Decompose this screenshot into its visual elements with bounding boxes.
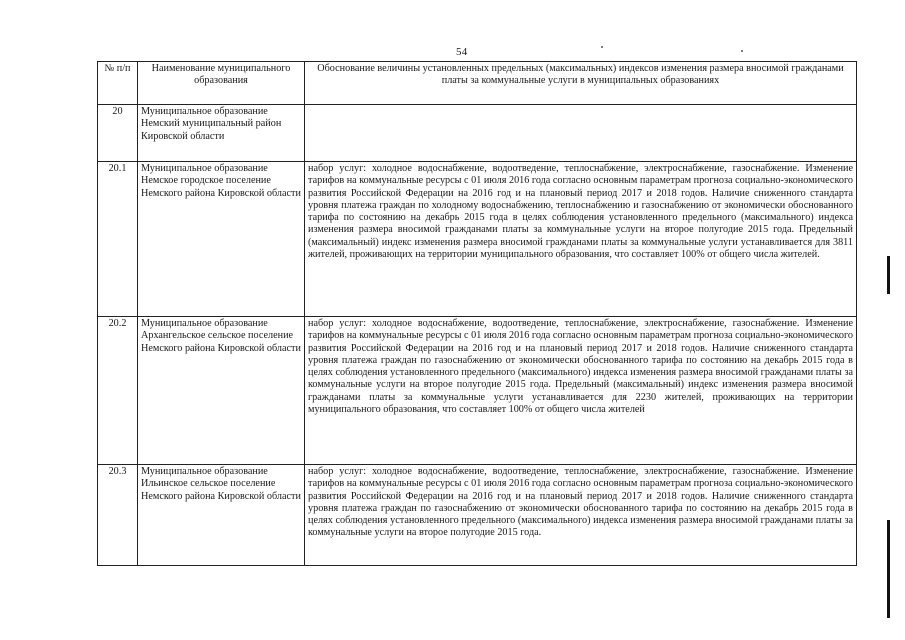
table-row — [98, 105, 857, 162]
table-row — [98, 162, 857, 317]
header-justification: Обоснование величины установленных предельных (максимальных) индексов изменения размера вносимой гражданами платы за коммунальные услуги в муниципальных образованиях — [305, 62, 857, 105]
municipality-name: Муниципальное образование Немский муниципальный район Кировской области — [138, 105, 305, 162]
row-number: 20.3 — [98, 465, 138, 566]
table-row — [98, 465, 857, 566]
justification-text: набор услуг: холодное водоснабжение, водоотведение, теплоснабжение, электроснабжение, газоснабжение. Изменение тарифов на коммунальные ресурсы с 01 июля 2016 года согласно основным параметрам прогноза социально-экономического развития Российской Федерации на 2016 год и на плановый период 2017 и 2018 годов. Наличие сниженного стандарта уровня платежа граждан по холодному водоснабжению, теплоснабжению и газоснабжению от экономически обоснованного тарифа по состоянию на декабрь 2015 года в целях соблюдения установленного предельного (максимального) индекса изменения размера вносимой гражданами платы за коммунальные услуги на второе полугодие 2015 года. Предельный (максимальный) индекс изменения размера вносимой гражданами платы за коммунальные услуги устанавливается для 3811 жителей, проживающих на территории муниципального образования, что составляет 100% от общего числа жителей. — [305, 162, 857, 317]
municipality-name: Муниципальное образование Архангельское сельское поселение Немского района Кировской области — [138, 317, 305, 465]
justification-text: набор услуг: холодное водоснабжение, водоотведение, теплоснабжение, электроснабжение, газоснабжение. Изменение тарифов на коммунальные ресурсы с 01 июля 2016 года согласно основным параметрам прогноза социально-экономического развития Российской Федерации на 2016 год и на плановый период 2017 и 2018 годов. Наличие сниженного стандарта уровня платежа граждан по газоснабжению от экономически обоснованного тарифа по состоянию на декабрь 2015 года в целях соблюдения установленного предельного (максимального) индекса изменения размера вносимой гражданами платы за коммунальные услуги на второе полугодие 2015 года. Предельный (максимальный) индекс изменения размера вносимой гражданами платы за коммунальные услуги устанавливается для 2230 жителей, проживающих на территории муниципального образования, что составляет 100% от общего числа жителей — [305, 317, 857, 465]
scan-speck — [741, 50, 743, 52]
row-number: 20 — [98, 105, 138, 162]
scan-speck — [601, 46, 603, 48]
row-number: 20.2 — [98, 317, 138, 465]
header-number: № п/п — [98, 62, 138, 105]
page-number: 54 — [456, 46, 468, 58]
justification-text: набор услуг: холодное водоснабжение, водоотведение, теплоснабжение, электроснабжение, газоснабжение. Изменение тарифов на коммунальные ресурсы с 01 июля 2016 года согласно основным параметрам прогноза социально-экономического развития Российской Федерации на 2016 год и на плановый период 2017 и 2018 годов. Наличие сниженного стандарта уровня платежа граждан по газоснабжению от экономически обоснованного тарифа по состоянию на декабрь 2015 года в целях соблюдения установленного предельного (максимального) индекса изменения размера вносимой гражданами платы за коммунальные услуги на второе полугодие 2015 года. — [305, 465, 857, 566]
table-header-row — [98, 62, 857, 105]
table-row — [98, 317, 857, 465]
municipality-name: Муниципальное образование Ильинское сельское поселение Немского района Кировской области — [138, 465, 305, 566]
scan-edge-mark — [887, 520, 890, 618]
tariff-index-table — [97, 61, 857, 566]
header-municipality: Наименование муниципального образования — [138, 62, 305, 105]
scan-edge-mark — [887, 256, 890, 294]
row-number: 20.1 — [98, 162, 138, 317]
justification-text — [305, 105, 857, 162]
municipality-name: Муниципальное образование Немское городское поселение Немского района Кировской области — [138, 162, 305, 317]
